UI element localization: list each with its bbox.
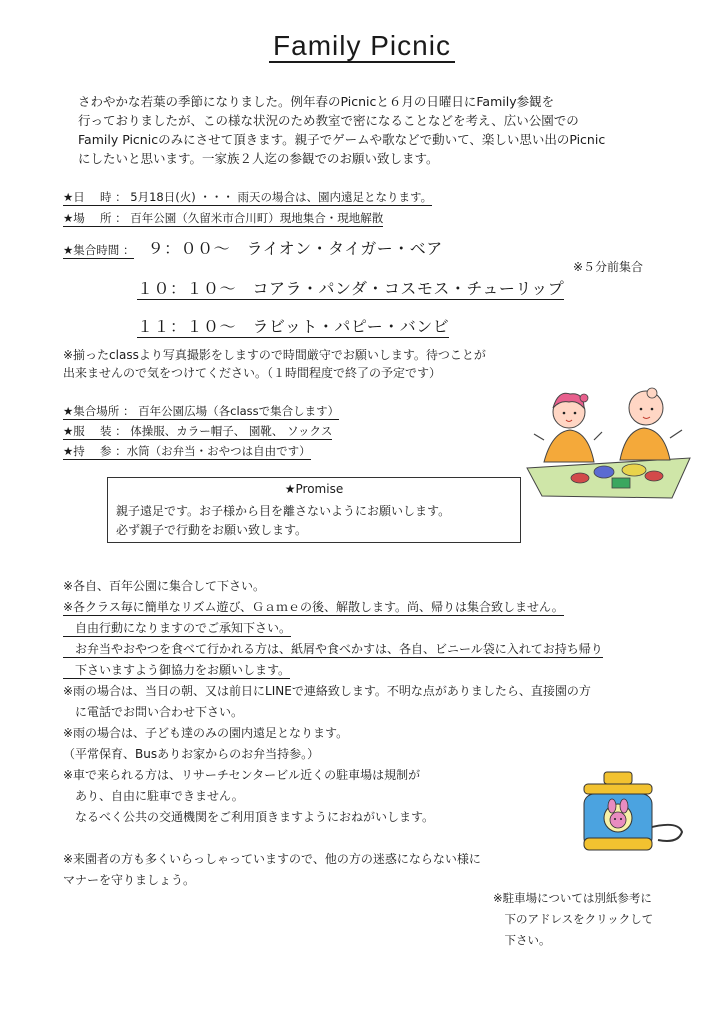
gather-place-line (63, 403, 339, 419)
belongings-text: ★持 参 ：水筒（お弁当・おやつは自由です） (63, 444, 311, 458)
note-line-text: 自由行動になりますのでご承知下さい。 (63, 621, 292, 635)
intro-line: 行っておりましたが、この様な状況のため教室で密になることなどを考え、広い公園での (78, 113, 579, 128)
note-line: なるべく公共の交通機関をご利用頂きますようにおねがいします。 (63, 810, 435, 824)
note-line (63, 639, 603, 660)
date-line (63, 189, 432, 205)
note-line-text: 下さいますよう御協力をお願いします。 (63, 663, 291, 677)
note-line: ※雨の場合は、当日の朝、又は前日にLINEで連絡致します。不明な点がありましたら、直接園の方 (63, 684, 591, 698)
date-text: ★日 時 ： 5月18日(火) ・・・ 雨天の場合は、園内遠足となります。 (63, 190, 433, 204)
intro-line: にしたいと思います。一家族２人迄の参観でのお願い致します。 (78, 151, 439, 166)
footer-line: ※駐車場については別紙参考に (493, 891, 652, 905)
meeting-time-3 (137, 314, 449, 337)
note-line-text: お弁当やおやつを食べて行かれる方は、紙屑や食べかすは、各自、ビニール袋に入れてお持ち帰り (63, 642, 603, 656)
parking-footer-note (493, 888, 653, 951)
note-line: ※雨の場合は、子ども達のみの園内遠足となります。 (63, 726, 349, 740)
intro-paragraph (78, 92, 605, 168)
note-line-text: ※各クラス毎に簡単なリズム遊び、Ｇａｍｅの後、解散します。尚、帰りは集合致しません。 (63, 600, 564, 614)
note-line (63, 597, 603, 618)
note-line: ※各自、百年公園に集合して下さい。 (63, 579, 266, 593)
gather-place-text: ★集合場所 ： 百年公園広場（各classで集合します） (63, 404, 340, 418)
note-line (63, 660, 603, 681)
note-line: に電話でお問い合わせ下さい。 (63, 705, 244, 719)
clothing-line (63, 423, 332, 439)
photo-note-line: 出来ませんので気をつけてください。（１時間程度で終了の予定です） (63, 366, 442, 380)
promise-title: ★Promise (284, 482, 344, 496)
promise-box (107, 477, 521, 543)
intro-line: Family Picnicのみにさせて頂きます。親子でゲームや歌などで動いて、楽しい思い出のPicnic (78, 132, 606, 147)
meeting-time-line (63, 236, 443, 259)
page-title-text: Family Picnic (269, 30, 455, 63)
meeting-time-1: ９：００～ ライオン・タイガー・ベア (147, 239, 443, 258)
page-title (0, 30, 724, 62)
meeting-time-2 (137, 276, 564, 299)
early-arrival-note: ※５分前集合 (573, 260, 644, 274)
note-line (63, 828, 603, 849)
note-line (63, 618, 603, 639)
meeting-time-3-text: １１：１０～ ラビット・パピー・バンビ (137, 317, 450, 336)
photo-note-line: ※揃ったclassより写真撮影をしますので時間厳守でお願いします。待つことが (63, 348, 486, 362)
note-line: ※来園者の方も多くいらっしゃっていますので、他の方の迷惑にならない様に (63, 852, 481, 866)
promise-line: 親子遠足です。お子様から目を離さないようにお願いします。 (116, 504, 451, 518)
footer-line: 下さい。 (493, 933, 551, 947)
notes-section (63, 576, 603, 891)
place-line (63, 210, 383, 226)
note-line: マナーを守りましょう。 (63, 873, 196, 887)
promise-line: 必ず親子で行動をお願い致します。 (116, 523, 308, 537)
water-bottle-illustration (578, 768, 688, 858)
clothing-text: ★服 装 ： 体操服、カラー帽子、 園靴、 ソックス (63, 424, 333, 438)
note-line: ※車で来られる方は、リサーチセンタービル近くの駐車場は規制が (63, 768, 421, 782)
belongings-line (63, 443, 311, 459)
note-line: （平常保育、Busありお家からのお弁当持参。） (63, 747, 320, 761)
photo-note (63, 346, 486, 382)
meeting-time-label: ★集合時間 ： (63, 243, 135, 257)
meeting-time-2-text: １０：１０～ コアラ・パンダ・コスモス・チューリップ (137, 279, 565, 298)
place-text: ★場 所 ： 百年公園（久留米市合川町）現地集合・現地解散 (63, 211, 384, 225)
footer-line: 下のアドレスをクリックして (493, 912, 654, 926)
intro-line: さわやかな若葉の季節になりました。例年春のPicnicと６月の日曜日にFamily参観を (78, 94, 555, 109)
picnic-children-illustration (522, 380, 692, 500)
note-line: あり、自由に駐車できません。 (63, 789, 244, 803)
